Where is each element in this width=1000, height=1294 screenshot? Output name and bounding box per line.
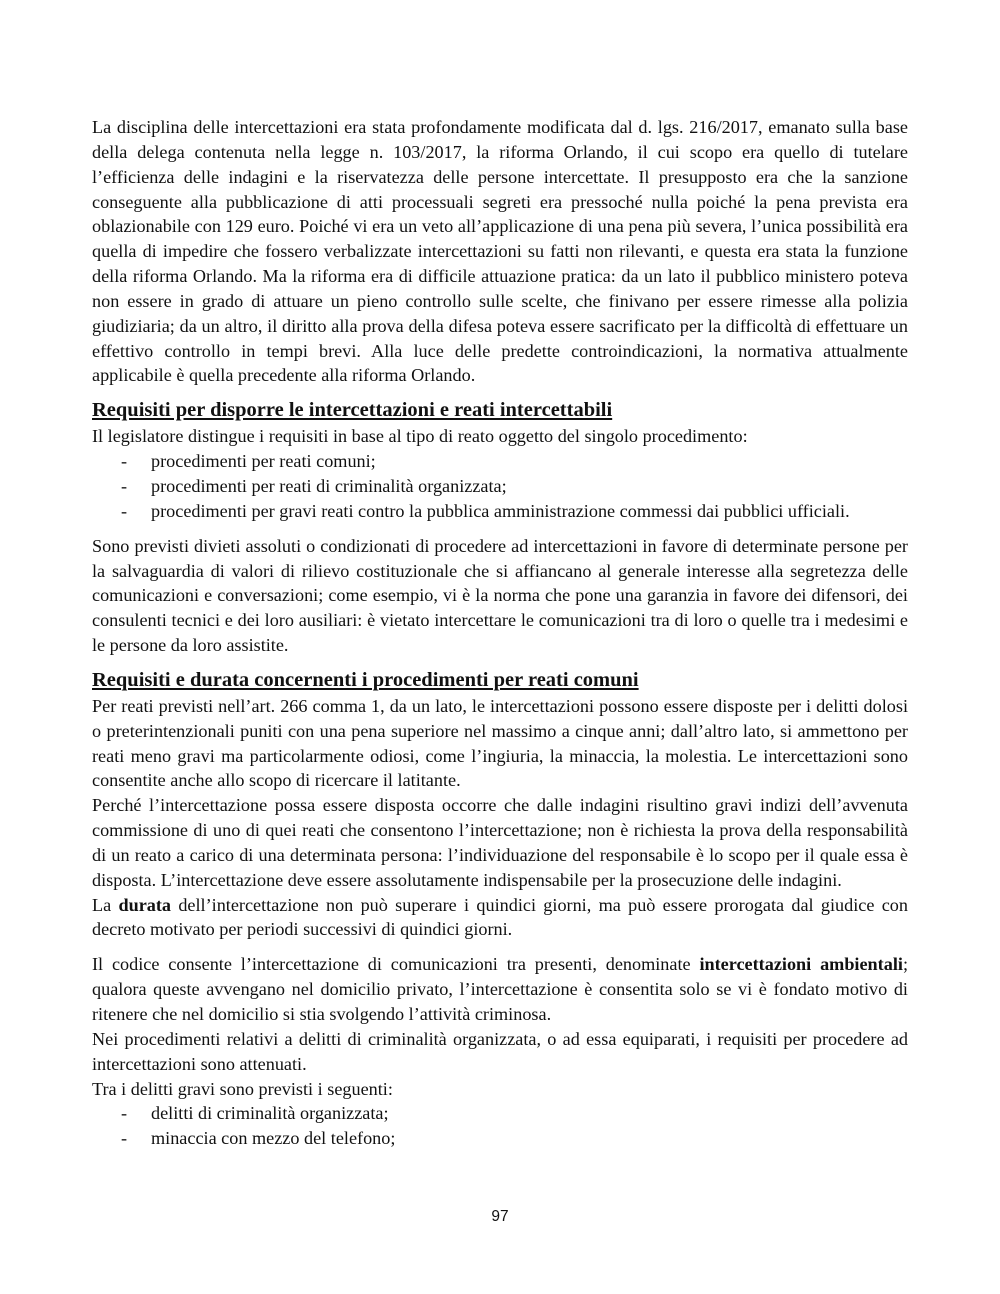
durata-term: durata [118, 894, 172, 915]
section-heading-requisiti-intercettazioni: Requisiti per disporre le intercettazioni e reati intercettabili [92, 399, 613, 422]
reati-list [92, 449, 908, 524]
page-number: 97 [491, 1208, 509, 1225]
durata-suffix: dell’intercettazione non può superare i quindici giorni, ma può essere prorogata dal giudice con decreto motivato per periodi successivi di quindici giorni. [92, 894, 908, 940]
section-heading-reati-comuni: Requisiti e durata concernenti i procedimenti per reati comuni [92, 668, 639, 691]
list-item: - procedimenti per reati comuni; [92, 449, 908, 474]
list-item: - delitti di criminalità organizzata; [92, 1101, 908, 1126]
list-item: - minaccia con mezzo del telefono; [92, 1126, 908, 1151]
list-item: - procedimenti per gravi reati contro la pubblica amministrazione commessi dai pubblici ufficiali. [92, 499, 908, 524]
section2-paragraph-2: Perché l’intercettazione possa essere disposta occorre che dalle indagini risultino gravi indizi dell’avvenuta commissione di uno di quei reati che consentono l’intercettazione; non è richiesta la prova della responsabilità di un reato a carico di una determinata persona: l’individuazione del responsabile è lo scopo per il quale essa è disposta. L’intercettazione deve essere assolutamente indispensabile per la prosecuzione delle indagini. [92, 795, 908, 890]
ambientali-prefix: Il codice consente l’intercettazione di comunicazioni tra presenti, denominate [92, 954, 700, 975]
section1-lead: Il legislatore distingue i requisiti in base al tipo di reato oggetto del singolo procedimento: [92, 426, 748, 447]
intro-paragraph: La disciplina delle intercettazioni era stata profondamente modificata dal d. lgs. 216/2017, emanato sulla base della delega contenuta nella legge n. 103/2017, la riforma Orlando, il cui scopo era quello di tutelare l’efficienza delle indagini e la riservatezza delle persone intercettate. Il presupposto era che la sanzione conseguente alla pubblicazione di atti processuali segreti era pressoché nulla poiché la pena prevista era oblazionabile con 129 euro. Poiché vi era un veto all’applicazione di una pena più severa, l’unica possibilità era quella di impedire che fossero verbalizzate intercettazioni su fatti non rilevanti, e questa era stata la funzione della riforma Orlando. Ma la riforma era di difficile attuazione pratica: da un lato il pubblico ministero poteva non essere in grado di attuare un pieno controllo sulle scelte, che finivano per essere rimesse alla polizia giudiziaria; da un altro, il diritto alla prova della difesa poteva essere sacrificato per la difficoltà di effettuare un effettivo controllo in tempi brevi. Alla luce delle predette controindicazioni, la normativa attualmente applicabile è quella precedente alla riforma Orlando. [92, 117, 908, 386]
delitti-gravi-list [92, 1101, 908, 1151]
document-page [92, 115, 908, 1151]
section2-paragraph-criminalita: Nei procedimenti relativi a delitti di criminalità organizzata, o ad essa equiparati, i requisiti per procedere ad intercettazioni sono attenuati. [92, 1028, 908, 1074]
ambientali-suffix: ; qualora queste avvengano nel domicilio privato, l’intercettazione è consentita solo se vi è fondato motivo di ritenere che nel domicilio si stia svolgendo l’attività criminosa. [92, 954, 908, 1024]
section2-paragraph-ambientali [92, 952, 908, 1027]
section2-paragraph-1: Per reati previsti nell’art. 266 comma 1, da un lato, le intercettazioni possono essere disposte per i delitti dolosi o preterintenzionali puniti con una pena superiore nel massimo a cinque anni; dall’altro lato, si ammettono per reati meno gravi ma particolarmente odiosi, come l’ingiuria, la minaccia, la molestia. Le intercettazioni sono consentite anche allo scopo di ricercare il latitante. [92, 695, 908, 791]
section2-paragraph-durata [92, 893, 908, 943]
list-item: - procedimenti per reati di criminalità organizzata; [92, 474, 908, 499]
durata-prefix: La [92, 894, 119, 915]
section2-paragraph-delitti-gravi: Tra i delitti gravi sono previsti i seguenti: [92, 1078, 393, 1099]
ambientali-term: intercettazioni ambientali [699, 954, 903, 975]
section1-paragraph: Sono previsti divieti assoluti o condizionati di procedere ad intercettazioni in favore di determinate persone per la salvaguardia di valori di rilievo costituzionale che si affiancano al generale interesse alla segretezza delle comunicazioni e conversazioni; come esempio, vi è la norma che pone una garanzia in favore dei difensori, dei consulenti tecnici e dei loro ausiliari: è vietato intercettare le comunicazioni tra di loro o quelle tra i medesimi e le persone da loro assistite. [92, 535, 908, 656]
